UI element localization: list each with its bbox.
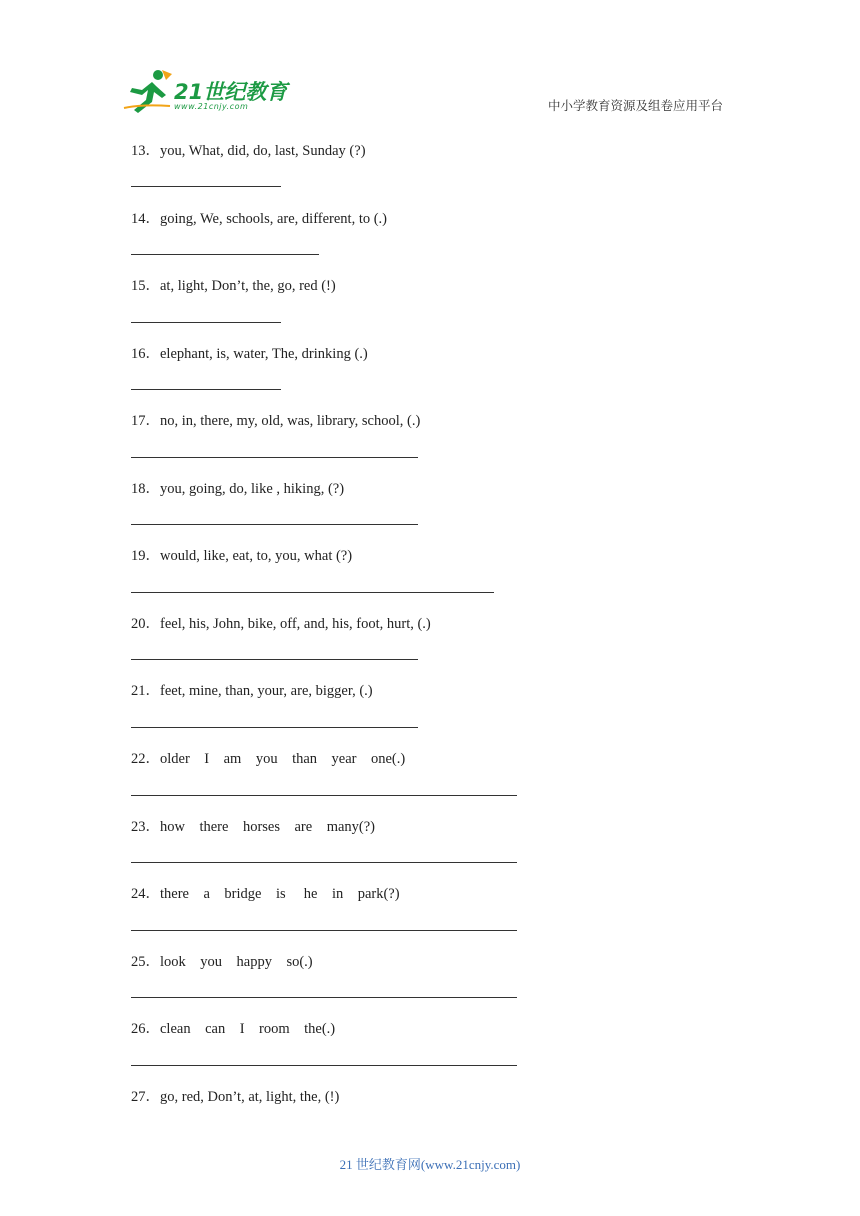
question-15: 15．at, light, Don’t, the, go, red (!) [131,278,336,294]
answer-line-19[interactable] [131,592,494,593]
question-17: 17．no, in, there, my, old, was, library, school, (.) [131,413,421,429]
runner-logo-icon [122,68,174,114]
question-18: 18．you, going, do, like , hiking, (?) [131,481,345,497]
answer-line-24[interactable] [131,930,517,931]
header-tagline: 中小学教育资源及组卷应用平台 [548,98,724,113]
question-21: 21．feet, mine, than, your, are, bigger, (.) [131,683,373,699]
answer-line-16[interactable] [131,389,281,390]
page-header [0,0,860,130]
question-19: 19．would, like, eat, to, you, what (?) [131,548,353,564]
logo-text: 21世纪教育 [174,80,288,104]
answer-line-21[interactable] [131,727,418,728]
question-24: 24．there a bridge is he in park(?) [131,886,400,902]
question-14: 14．going, We, schools, are, different, to (.) [131,211,388,227]
page-footer: 21 世纪教育网(www.21cnjy.com) [339,1157,521,1172]
question-20: 20．feel, his, John, bike, off, and, his, foot, hurt, (.) [131,616,431,632]
answer-line-20[interactable] [131,659,418,660]
answer-line-25[interactable] [131,997,517,998]
answer-line-18[interactable] [131,524,418,525]
answer-line-26[interactable] [131,1065,517,1066]
answer-line-15[interactable] [131,322,281,323]
answer-line-17[interactable] [131,457,418,458]
answer-line-13[interactable] [131,186,281,187]
logo [122,68,292,118]
logo-url: www.21cnjy.com [174,102,249,111]
answer-line-23[interactable] [131,862,517,863]
question-13: 13．you, What, did, do, last, Sunday (?) [131,143,366,159]
answer-line-14[interactable] [131,254,319,255]
question-16: 16．elephant, is, water, The, drinking (.) [131,346,368,362]
question-22: 22．older I am you than year one(.) [131,751,406,767]
question-25: 25．look you happy so(.) [131,954,313,970]
question-26: 26．clean can I room the(.) [131,1021,336,1037]
question-27: 27．go, red, Don’t, at, light, the, (!) [131,1089,340,1105]
question-23: 23．how there horses are many(?) [131,819,376,835]
answer-line-22[interactable] [131,795,517,796]
